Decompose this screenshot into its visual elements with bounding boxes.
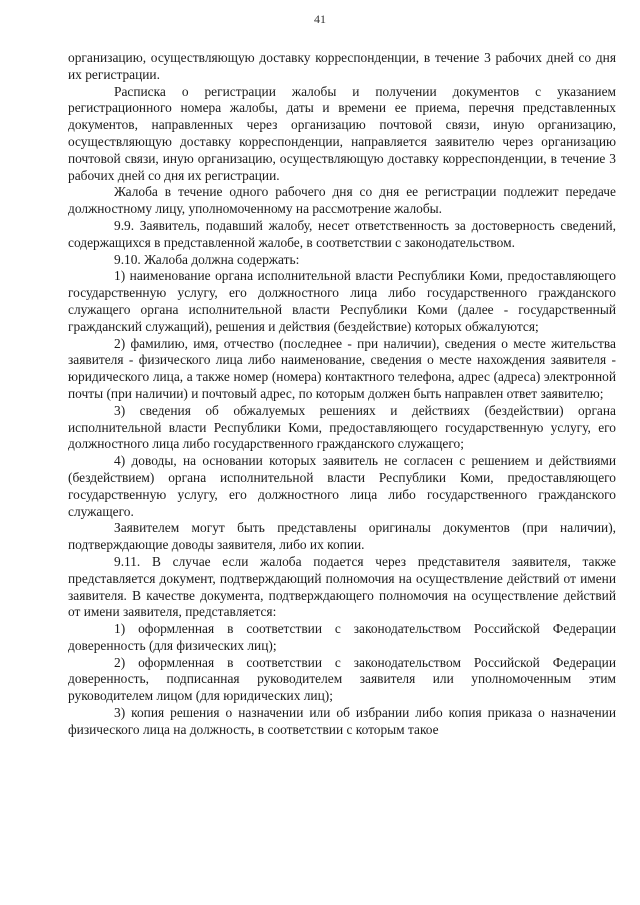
list-item: 1) оформленная в соответствии с законодательством Российской Федерации доверенность (для физических лиц); xyxy=(68,621,616,653)
list-item: 4) доводы, на основании которых заявитель не согласен с решением и действиями (бездействием) органа исполнительной власти Республики Коми, предоставляющего государственную услугу, его должностного лица либо государственного гражданского служащего. xyxy=(68,453,616,519)
paragraph-section-9-10: 9.10. Жалоба должна содержать: xyxy=(114,251,300,267)
list-item: 2) фамилию, имя, отчество (последнее - при наличии), сведения о месте жительства заявителя - физического лица либо наименование, сведения о месте нахождения заявителя - юридического лица, а также номер (номера) контактного телефона, адрес (адреса) электронной почты (при наличии) и почтовый адрес, по которым должен быть направлен ответ заявителю; xyxy=(68,335,616,401)
paragraph-section-9-9: 9.9. Заявитель, подавший жалобу, несет ответственность за достоверность сведений, содержащихся в представленной жалобе, в соответствии с законодательством. xyxy=(68,217,616,250)
paragraph: Жалоба в течение одного рабочего дня со дня ее регистрации подлежит передаче должностному лицу, уполномоченному на рассмотрение жалобы. xyxy=(68,184,616,217)
paragraph: организацию, осуществляющую доставку корреспонденции, в течение 3 рабочих дней со дня их регистрации. xyxy=(68,50,616,82)
list-item: 3) копия решения о назначении или об избрании либо копия приказа о назначении физического лица на должность, в соответствии с которым такое xyxy=(68,705,616,737)
paragraph: Заявителем могут быть представлены оригиналы документов (при наличии), подтверждающие доводы заявителя, либо их копии. xyxy=(68,520,616,553)
page-number: 41 xyxy=(314,12,326,26)
list-item: 3) сведения об обжалуемых решениях и действиях (бездействии) органа исполнительной власти Республики Коми, предоставляющего государственную услугу, его должностного лица либо государственного гражданского служащего; xyxy=(68,402,616,452)
paragraph: Расписка о регистрации жалобы и получении документов с указанием регистрационного номера жалобы, даты и времени ее приема, перечня представленных документов, направленных через организацию почтовой связи, иную организацию, осуществляющую доставку корреспонденции, направляется заявителю через организацию почтовой связи, иную организацию, осуществляющую доставку корреспонденции, в течение 3 рабочих дней со дня их регистрации. xyxy=(68,83,616,183)
document-body xyxy=(68,50,616,739)
list-item: 2) оформленная в соответствии с законодательством Российской Федерации доверенность, подписанная руководителем заявителя или уполномоченным этим руководителем лицом (для юридических лиц); xyxy=(68,654,616,704)
paragraph-section-9-11: 9.11. В случае если жалоба подается через представителя заявителя, также представляется документ, подтверждающий полномочия на осуществление действий от имени заявителя. В качестве документа, подтверждающего полномочия на осуществление действий от имени заявителя, представляется: xyxy=(68,553,616,620)
list-item: 1) наименование органа исполнительной власти Республики Коми, предоставляющего государственную услугу, его должностного лица либо государственного гражданского служащего органа исполнительной власти Республики Коми (далее - государственный гражданский служащий), решения и действия (бездействие) которых обжалуются; xyxy=(68,268,616,334)
